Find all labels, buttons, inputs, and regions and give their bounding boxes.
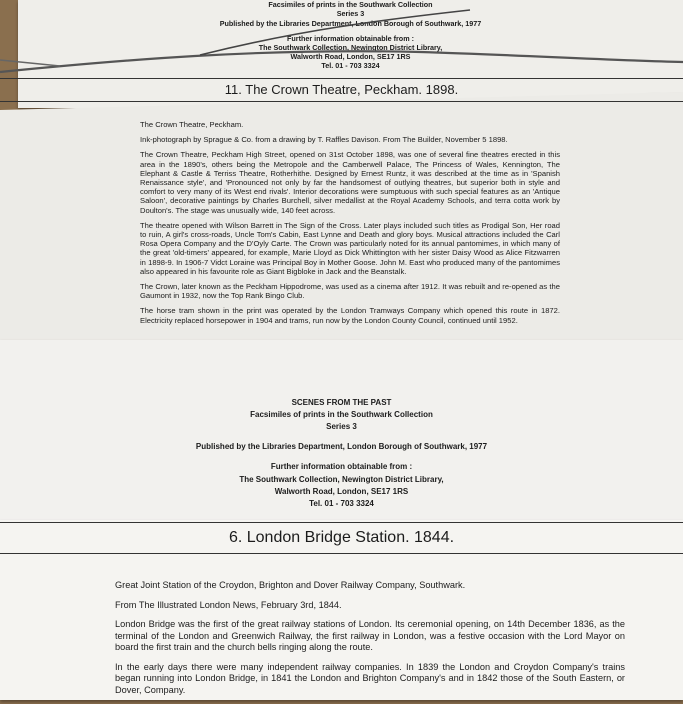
mid-header-line3: Series 3 (326, 422, 357, 431)
mid-header-line1: SCENES FROM THE PAST (291, 398, 392, 407)
top-header-line1: Facsimiles of prints in the Southwark Collection (268, 0, 433, 9)
bridge-body (115, 580, 625, 704)
bridge-caption1: Great Joint Station of the Croydon, Brighton and Dover Railway Company, Southwark. (115, 580, 466, 590)
mid-header-line7: Walworth Road, London, SE17 1RS (274, 487, 409, 496)
top-header-line6: Walworth Road, London, SE17 1RS (290, 52, 411, 61)
crown-caption1: The Crown Theatre, Peckham. (140, 120, 244, 129)
crown-title: 11. The Crown Theatre, Peckham. 1898. (0, 78, 683, 102)
top-header-line4: Further information obtainable from : (287, 34, 414, 43)
bridge-title: 6. London Bridge Station. 1844. (0, 522, 683, 554)
bridge-para1: London Bridge was the first of the great railway stations of London. Its ceremonial opening, on 14th December 1836, as the terminal of the London and Greenwich Railway, the first railway in London, was a festive occasion with the Lord Mayor on board the first train and the church bells ringing along the route. (115, 619, 625, 652)
mid-header-line4: Published by the Libraries Department, London Borough of Southwark, 1977 (195, 442, 488, 451)
crown-para3: The Crown, later known as the Peckham Hippodrome, was used as a cinema after 1912. It was rebuilt and re-opened as the Gaumont in 1932, now the Top Rank Bingo Club. (140, 282, 560, 301)
top-header-line5: The Southwark Collection, Newington District Library, (258, 43, 443, 52)
mid-header-line8: Tel. 01 - 703 3324 (309, 499, 374, 508)
crown-para4: The horse tram shown in the print was operated by the London Tramways Company which opened this route in 1872. Electricity replaced horsepower in 1904 and trams, run now by the London County Council, continued until 1952. (140, 306, 560, 325)
crown-para1: The Crown Theatre, Peckham High Street, opened on 31st October 1898, was one of several fine theatres erected in this area in the 1890's, others being the Metropole and the Camberwell Palace, The Princess of Wales, Kennington, The Elephant & Castle & Terriss Theatre, Rotherhithe. Designed by Ernest Runtz, it was described at the time as in 'Spanish Renaissance style', and 'Pronounced not only by far the handsomest of outlying theatres, but superior both in style and comfort to very many of its West end rivals'. Interior decorations were sumptuous with such special features as an 'Antique Saloon', decorative paintings by Charles Burchell, silver medallist at the Royal Academy Schools, and terra cotta work by Doulton's. The stage was unusually wide, 140 feet across. (140, 150, 560, 215)
mid-header-line5: Further information obtainable from : (270, 462, 413, 471)
mid-header-line2: Facsimiles of prints in the Southwark Collection (250, 410, 433, 419)
mid-header-line6: The Southwark Collection, Newington District Library, (239, 475, 444, 484)
crown-para2: The theatre opened with Wilson Barrett in The Sign of the Cross. Later plays included such titles as Prodigal Son, Her road to ruin, A girl's cross-roads, Uncle Tom's Cabin, East Lynne and Death and glory boys. Musical attractions included the Carl Rosa Opera Company and the D'Oyly Carte. The Crown was particularly noted for its annual pantomimes, in which many of the great 'old-timers' appeared, for example, Marie Lloyd as Dick Whittington with her sister Daisy Wood as Alice Fitzwarren in 1898-9. In 1906-7 Vidct Loraine was Principal Boy in Mother Goose. John M. East who produced many of the pantomimes also appeared in his favourite role as Giant Bigbloke in Jack and the Beanstalk. (140, 220, 560, 276)
crown-caption2: Ink-photograph by Sprague & Co. from a drawing by T. Raffles Davison. From The Builder, November 5 1898. (140, 135, 508, 145)
bridge-caption2: From The Illustrated London News, February 3rd, 1844. (115, 599, 342, 610)
top-header-line2: Series 3 (336, 9, 365, 18)
bridge-para2: In the early days there were many independent railway companies. In 1839 the London and Croydon Company's trains began running into London Bridge, in 1841 the London and Brighton Company's and in 1842 those of the South Eastern, or Dover, Company. (115, 661, 625, 695)
top-header-line7: Tel. 01 - 703 3324 (321, 61, 380, 70)
middle-sheet (0, 340, 683, 530)
top-header-line3: Published by the Libraries Department, London Borough of Southwark, 1977 (219, 19, 482, 28)
crown-body (140, 120, 560, 331)
